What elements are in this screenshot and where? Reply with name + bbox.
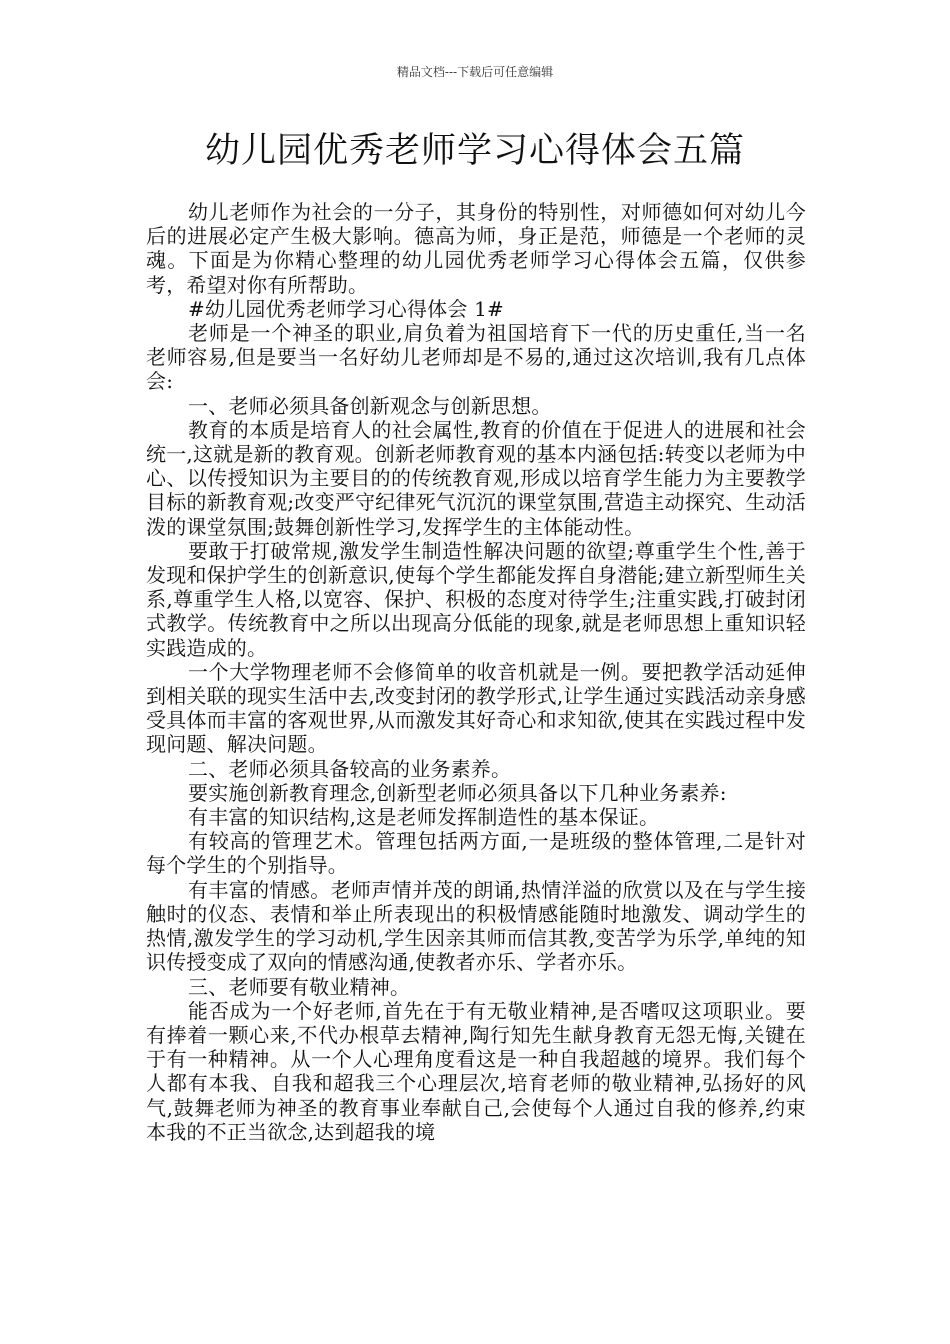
document-body	[146, 200, 806, 1144]
body-paragraph: 有丰富的知识结构,这是老师发挥制造性的基本保证。	[188, 805, 660, 830]
body-paragraph: 有丰富的情感。老师声情并茂的朗诵,热情洋溢的欣赏以及在与学生接触时的仪态、表情和举止所表现出的积极情感能随时地激发、调动学生的热情,激发学生的学习动机,学生因亲其师而信其教,变苦学为乐学,单纯的知识传授变成了双向的情感沟通,使教者亦乐、学者亦乐。	[146, 877, 806, 975]
body-paragraph: 教育的本质是培育人的社会属性,教育的价值在于促进人的进展和社会统一,这就是新的教育观。创新老师教育观的基本内涵包括:转变以老师为中心、以传授知识为主要目的的传统教育观,形成以培育学生能力为主要教学目标的新教育观;改变严守纪律死气沉沉的课堂氛围,营造主动探究、生动活泼的课堂氛围;鼓舞创新性学习,发挥学生的主体能动性。	[146, 417, 806, 539]
body-paragraph: 要实施创新教育理念,创新型老师必须具备以下几种业务素养:	[188, 780, 727, 805]
body-paragraph: 有较高的管理艺术。管理包括两方面,一是班级的整体管理,二是针对每个学生的个别指导。	[146, 829, 806, 878]
point-heading-1: 一、老师必须具备创新观念与创新思想。	[188, 393, 552, 418]
section-heading-1: #幼儿园优秀老师学习心得体会 1#	[188, 296, 504, 321]
intro-paragraph: 幼儿老师作为社会的一分子，其身份的特别性，对师德如何对幼儿今后的进展必定产生极大影响。德高为师，身正是范，师德是一个老师的灵魂。下面是为你精心整理的幼儿园优秀老师学习心得体会五篇，仅供参考，希望对你有所帮助。	[146, 200, 806, 297]
point-heading-2: 二、老师必须具备较高的业务素养。	[188, 756, 512, 781]
body-paragraph: 能否成为一个好老师,首先在于有无敬业精神,是否嗜叹这项职业。要有捧着一颗心来,不代办根草去精神,陶行知先生献身教育无怨无悔,关键在于有一种精神。从一个人心理角度看这是一种自我超越的境界。我们每个人都有本我、自我和超我三个心理层次,培育老师的敬业精神,弘扬好的风气,鼓舞老师为神圣的教育事业奉献自己,会使每个人通过自我的修养,约束本我的不正当欲念,达到超我的境	[146, 998, 806, 1144]
body-paragraph: 一个大学物理老师不会修简单的收音机就是一例。要把教学活动延伸到相关联的现实生活中去,改变封闭的教学形式,让学生通过实践活动亲身感受具体而丰富的客观世界,从而激发其好奇心和求知欲,使其在实践过程中发现问题、解决问题。	[146, 659, 806, 757]
page-header-note: 精品文档---下载后可任意编辑	[396, 65, 554, 79]
point-heading-3: 三、老师要有敬业精神。	[188, 974, 411, 999]
body-paragraph: 老师是一个神圣的职业,肩负着为祖国培育下一代的历史重任,当一名老师容易,但是要当一名好幼儿老师却是不易的,通过这次培训,我有几点体会:	[146, 321, 806, 394]
document-title: 幼儿园优秀老师学习心得体会五篇	[204, 131, 745, 171]
body-paragraph: 要敢于打破常规,激发学生制造性解决问题的欲望;尊重学生个性,善于发现和保护学生的创新意识,使每个学生都能发挥自身潜能;建立新型师生关系,尊重学生人格,以宽容、保护、积极的态度对待学生;注重实践,打破封闭式教学。传统教育中之所以出现高分低能的现象,就是老师思想上重知识轻实践造成的。	[146, 538, 806, 660]
